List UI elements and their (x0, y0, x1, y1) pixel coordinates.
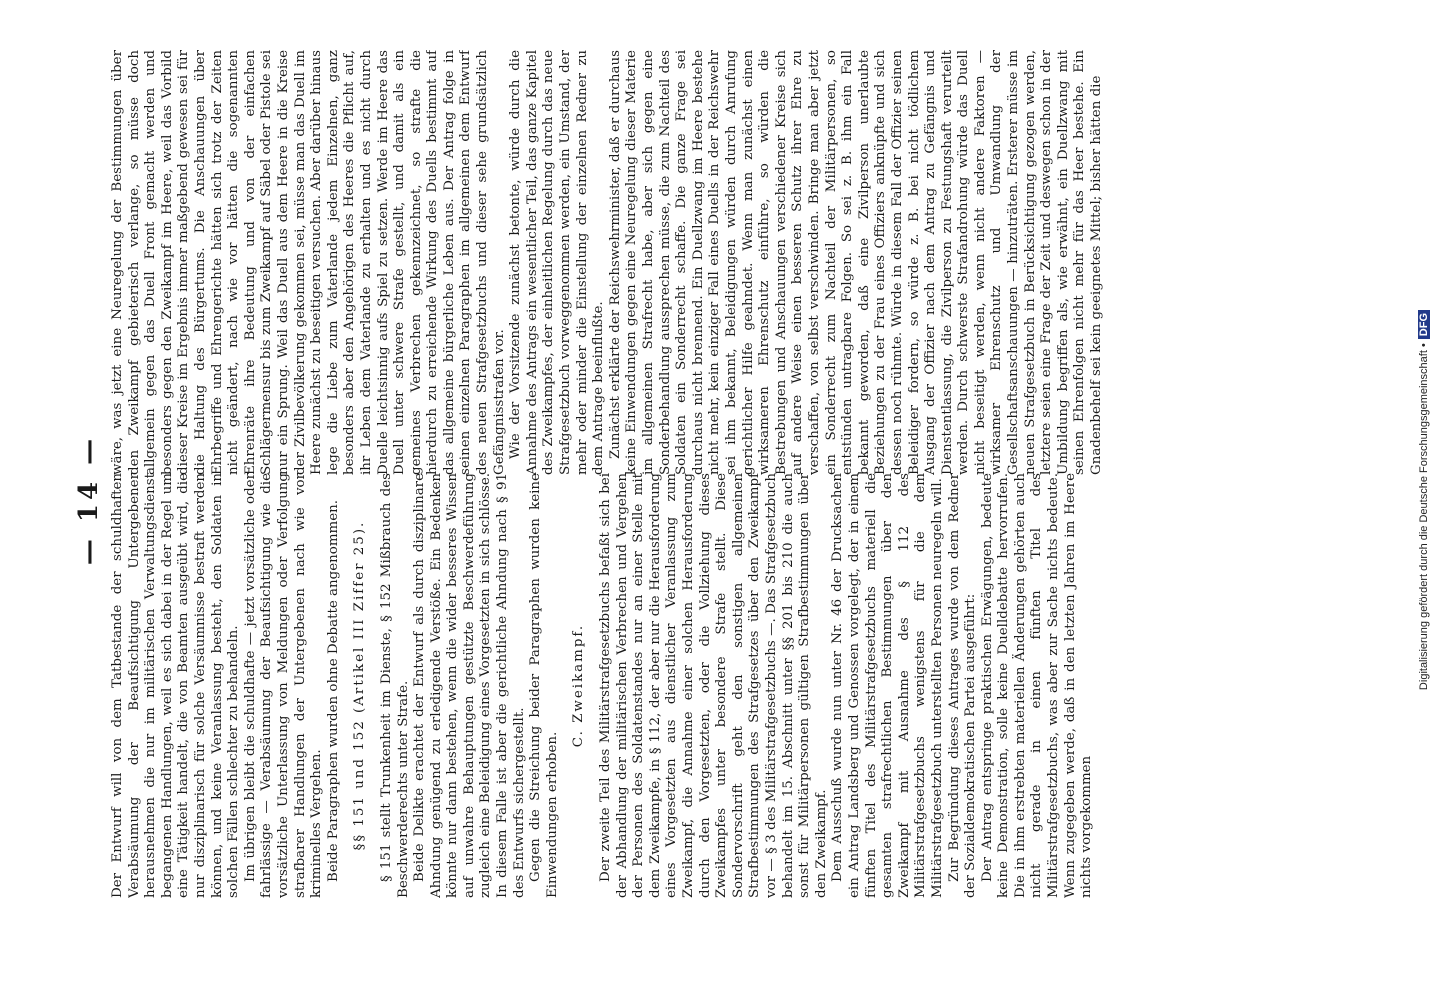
paragraph: Der zweite Teil des Militärstrafgesetzbuchs befaßt sich bei der Abhandlung der militärischen Verbrechen und Vergehen der Personen des Soldatenstandes nur an einer Stelle mit dem Zweikampfe, in § 112, der aber nur die Herausforderung eines Vorgesetzten aus dienstlicher Veranlassung zum Zweikampf, die Annahme einer solchen Herausforderung durch den Vorgesetzten, oder die Vollziehung dieses Zweikampfes unter besondere Strafe stellt. Diese Sondervorschrift geht den sonstigen allgemeinen Strafbestimmungen des Strafgesetzes über den Zweikampf vor — § 3 des Militärstrafgesetzbuchs —. Das Strafgesetzbuch behandelt im 15. Abschnitt unter §§ 201 bis 210 die auch sonst für Militärpersonen gültigen Strafbestimmungen über den Zweikampf. (598, 473, 829, 898)
section-heading: C. Zweikampf. (571, 623, 587, 748)
paragraph: Beide Delikte erachtet der Entwurf als durch disziplinare Ahndung genügend zu erledigende Verstöße. Ein Bedenken könnte nur dann bestehen, wenn die wider besseres Wissen auf unwahre Behauptungen gestützte Beschwerdeführung zugleich eine Beleidigung eines Vorgesetzten in sich schlösse. In diesem Falle ist aber die gerichtliche Ahndung nach § 91 des Entwurfs sichergestellt. (412, 473, 527, 898)
paragraph: Dem Ausschuß wurde nun unter Nr. 46 der Drucksachen ein Antrag Landsberg und Genossen vorgelegt, der in einem fünften Titel des Militärstrafgesetzbuchs materiell die gesamten strafrechtlichen Bestimmungen über den Zweikampf mit Ausnahme des § 112 des Militärstrafgesetzbuchs wenigstens für die dem Militärstrafgesetzbuch unterstellten Personen neuregeln will. (830, 473, 945, 898)
digitization-credit (1418, 0, 1434, 1000)
paragraph: § 151 stellt Trunkenheit im Dienste, § 152 Mißbrauch des Beschwerderechts unter Strafe. (378, 473, 411, 898)
paragraph: Beide Paragraphen wurden ohne Debatte angenommen. (325, 499, 341, 882)
page-number-header: — 14 — (74, 434, 104, 566)
paragraph: Der Entwurf will von dem Tatbestande der schuldhaften Verabsäumung der Beaufsichtigung Untergebener herausnehmen die nur im militärischen Verwaltungsdienst begangenen Handlungen, weil es sich dabei in der Regel um eine Tätigkeit handelt, die von Beamten ausgeübt wird, die nur disziplinarisch für solche Versäumnisse bestraft werden können, und keine Veranlassung besteht, den Soldaten in solchen Fällen schlechter zu behandeln. (110, 473, 242, 898)
paragraph: Der Antrag entspringe praktischen Erwägungen, bedeute keine Demonstration, solle keine Duelldebatte hervorrufen. Die in ihm erstrebten materiellen Änderungen gehörten auch nicht gerade in einen fünften Titel des Militärstrafgesetzbuchs, was aber zur Sache nichts bedeute. Wenn zugegeben werde, daß in den letzten Jahren im Heere nichts vorgekommen (979, 473, 1095, 898)
dfg-logo: DFG (1418, 310, 1430, 339)
section-heading: §§ 151 und 152 (Artikel III Ziffer 25). (352, 520, 368, 851)
paragraph: Zunächst erklärte der Reichswehrminister, daß er durchaus keine Einwendungen gegen eine Neuregelung dieser Materie im allgemeinen Strafrecht habe, aber sich gegen eine Sonderbehandlung aussprechen müsse, die zum Nachteil des Soldaten ein Sonderrecht schaffe. Die ganze Frage sei durchaus nicht brennend. Ein Duellzwang im Heere bestehe nicht mehr, kein einziger Fall eines Duells in der Reichswehr sei ihm bekannt, Beleidigungen würden durch Anrufung gerichtlicher Hilfe geahndet. Wenn man zunächst einen wirksameren Ehrenschutz einführe, so würden die Bestrebungen und Anschauungen verschiedener Kreise sich auf andere Weise einen besseren Schutz ihrer Ehre zu verschaffen, von selbst verschwinden. Bringe man aber jetzt ein Sonderrecht zum Nachteil der Militärpersonen, so entstünden untragbare Folgen. So sei z. B. ihm ein Fall bekannt geworden, daß eine Zivilperson unerlaubte Beziehungen zu der Frau eines Offiziers anknüpfte und sich dessen noch rühmte. Würde in diesem Fall der Offizier seinen Beleidiger fordern, so würde z. B. bei nicht tödlichem Ausgang der Offizier nach dem Antrag zu Gefängnis und Dienstentlassung, die Zivilperson zu Festungshaft verurteilt werden. Durch schwerste Strafandrohung würde das Duell nicht beseitigt werden, wenn nicht andere Faktoren — wirksamer Ehrenschutz und Umwandlung der Gesellschaftsanschauungen — hinzuträten. Ersterer müsse im neuen Strafgesetzbuch in Berücksichtigung gezogen werden, letztere seien eine Frage der Zeit und deswegen schon in der Umbildung begriffen als, wie erwähnt, ein Duellzwang mit seinen Ehrenfolgen nicht mehr für das Heer bestehe. Ein Gnadenbehelf sei kein geeignetes Mittel; bisher hätten die (607, 50, 1105, 475)
right-text-column (110, 50, 1300, 475)
paragraph: Zur Begründung dieses Antrages wurde von dem Redner der Sozialdemokratischen Partei ausgeführt: (946, 473, 979, 898)
left-text-column (110, 473, 1300, 898)
paragraph: Wie der Vorsitzende zunächst betonte, würde durch die Annahme des Antrags ein wesentlicher Teil, das ganze Kapitel des Zweikampfes, der einheitlichen Regelung durch das neue Strafgesetzbuch vorweggenommen werden, ein Umstand, der mehr oder minder die Einstellung der einzelnen Redner zu dem Antrage beeinflußte. (508, 50, 607, 475)
paragraph: Gegen die Streichung beider Paragraphen wurden keine Einwendungen erhoben. (528, 473, 560, 898)
credit-text: Digitalisierung gefördert durch die Deutsche Forschungsgemeinschaft • (1418, 343, 1430, 691)
paragraph: Im übrigen bleibt die schuldhafte — jetzt vorsätzliche oder fahrlässige — Verabsäumung der Beaufsichtigung wie die vorsätzliche Unterlassung von Meldungen oder Verfolgung strafbarer Handlungen der Untergebenen nach wie vor kriminelles Vergehen. (242, 473, 325, 898)
paragraph: wäre, was jetzt eine Neuregelung der Bestimmungen über den Zweikampf gebieterisch verlange, so müsse doch allgemein gegen das Duell Front gemacht werden und besonders gegen den Zweikampf im Heere, weil das Vorbild dieser Kreise im Ergebnis immer maßgebend gewesen sei für die Haltung des Bürgertums. Die Anschauungen über Ehrbegriffe und Ehrengerichte hätten sich trotz der Zeiten nicht geändert, nach wie vor hätten die sogenannten Ehrenräte ihre Bedeutung und von der einfachen Schlägermensur bis zum Zweikampf auf Säbel oder Pistole sei nur ein Sprung. Weil das Duell aus dem Heere in die Kreise der Zivilbevölkerung gekommen sei, müsse man das Duell im Heere zunächst zu beseitigen versuchen. Aber darüber hinaus lege die Liebe zum Vaterlande jedem Einzelnen, ganz besonders aber den Angehörigen des Heeres die Pflicht auf, ihr Leben dem Vaterlande zu erhalten und es nicht durch Duelle leichtsinnig aufs Spiel zu setzen. Werde im Heere das Duell unter schwere Strafe gestellt, und damit als ein gemeines Verbrechen gekennzeichnet, so strafte die hierdurch zu erreichende Wirkung des Duells bestimmt auf das allgemeine bürgerliche Leben aus. Der Antrag folge in seinen einzelnen Paragraphen im allgemeinen dem Entwurf des neuen Strafgesetzbuchs und dieser sehe grundsätzlich Gefängnisstrafen vor. (110, 50, 507, 475)
